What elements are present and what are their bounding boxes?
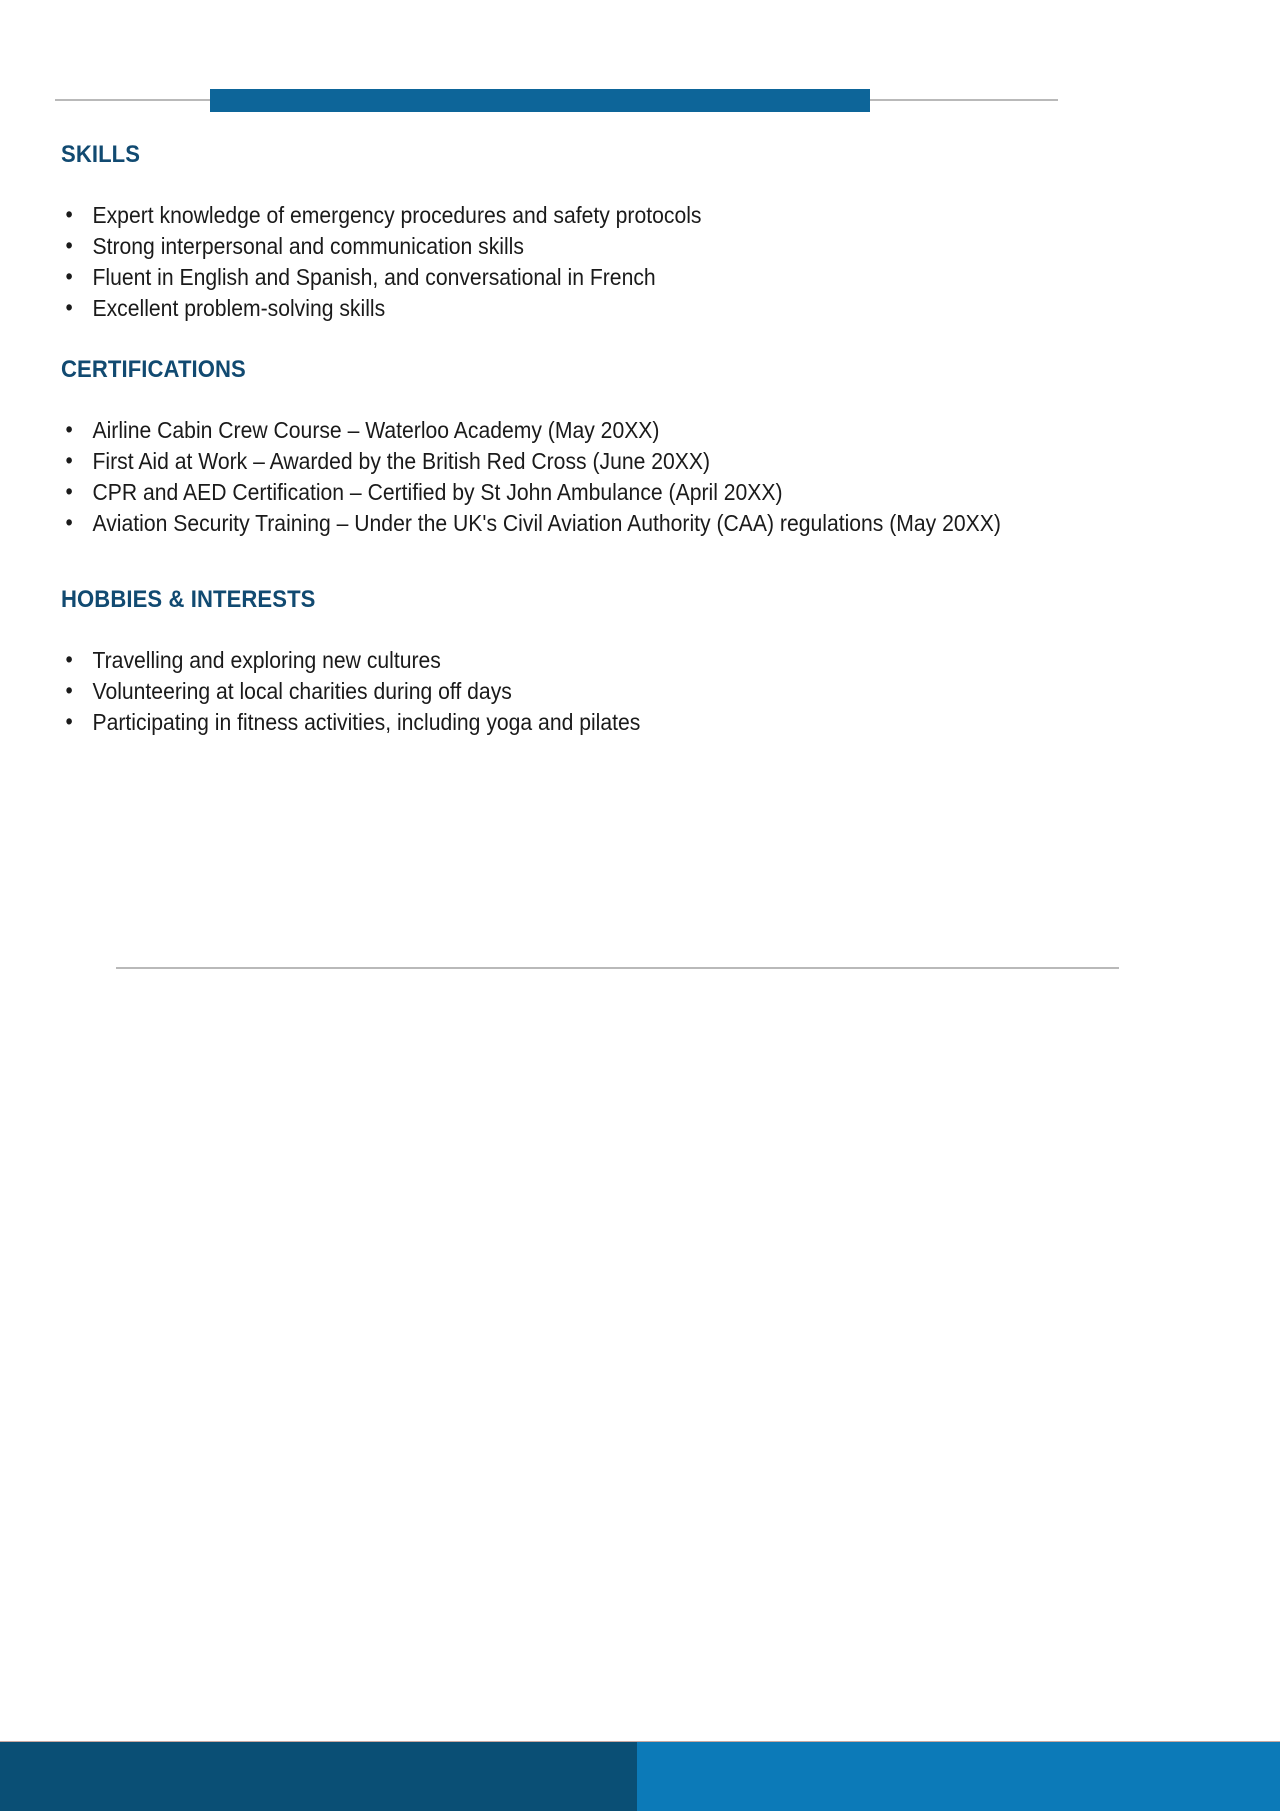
footer-hairline [0, 1741, 1280, 1742]
footer-left-block [0, 1741, 637, 1811]
spacer [61, 385, 1061, 415]
footer-band [0, 1741, 1280, 1811]
footer-right-block [637, 1741, 1280, 1811]
section-title-certifications: CERTIFICATIONS [61, 356, 246, 383]
resume-content [61, 140, 1061, 738]
section-skills [61, 140, 1061, 324]
list-item: • CPR and AED Certification – Certified by St John Ambulance (April 20XX) [61, 477, 1092, 508]
header-accent [0, 88, 1280, 114]
list-item: • Volunteering at local charities during off days [61, 676, 1092, 707]
list-item: • Travelling and exploring new cultures [61, 645, 1092, 676]
list-item: • Fluent in English and Spanish, and conversational in French [61, 262, 1092, 293]
list-item: • Expert knowledge of emergency procedures and safety protocols [61, 200, 1092, 231]
spacer [61, 324, 1061, 355]
spacer [61, 615, 1061, 645]
list-item: • Participating in fitness activities, including yoga and pilates [61, 707, 1092, 738]
section-certifications [61, 355, 1061, 539]
list-item: • Aviation Security Training – Under the UK's Civil Aviation Authority (CAA) regulations (May 20XX) [61, 508, 1092, 539]
header-blue-bar [210, 89, 870, 112]
hobbies-list [61, 645, 1061, 738]
list-item: • Airline Cabin Crew Course – Waterloo Academy (May 20XX) [61, 415, 1092, 446]
spacer [61, 539, 1061, 585]
section-title-skills: SKILLS [61, 141, 141, 168]
section-hobbies-interests [61, 585, 1061, 738]
section-title-hobbies-interests: HOBBIES & INTERESTS [61, 586, 316, 613]
list-item: • First Aid at Work – Awarded by the British Red Cross (June 20XX) [61, 446, 1092, 477]
skills-list [61, 200, 1061, 324]
bottom-divider-rule [116, 967, 1119, 969]
certifications-list [61, 415, 1061, 539]
spacer [61, 170, 1061, 200]
list-item: • Excellent problem-solving skills [61, 293, 1092, 324]
list-item: • Strong interpersonal and communication skills [61, 231, 1092, 262]
